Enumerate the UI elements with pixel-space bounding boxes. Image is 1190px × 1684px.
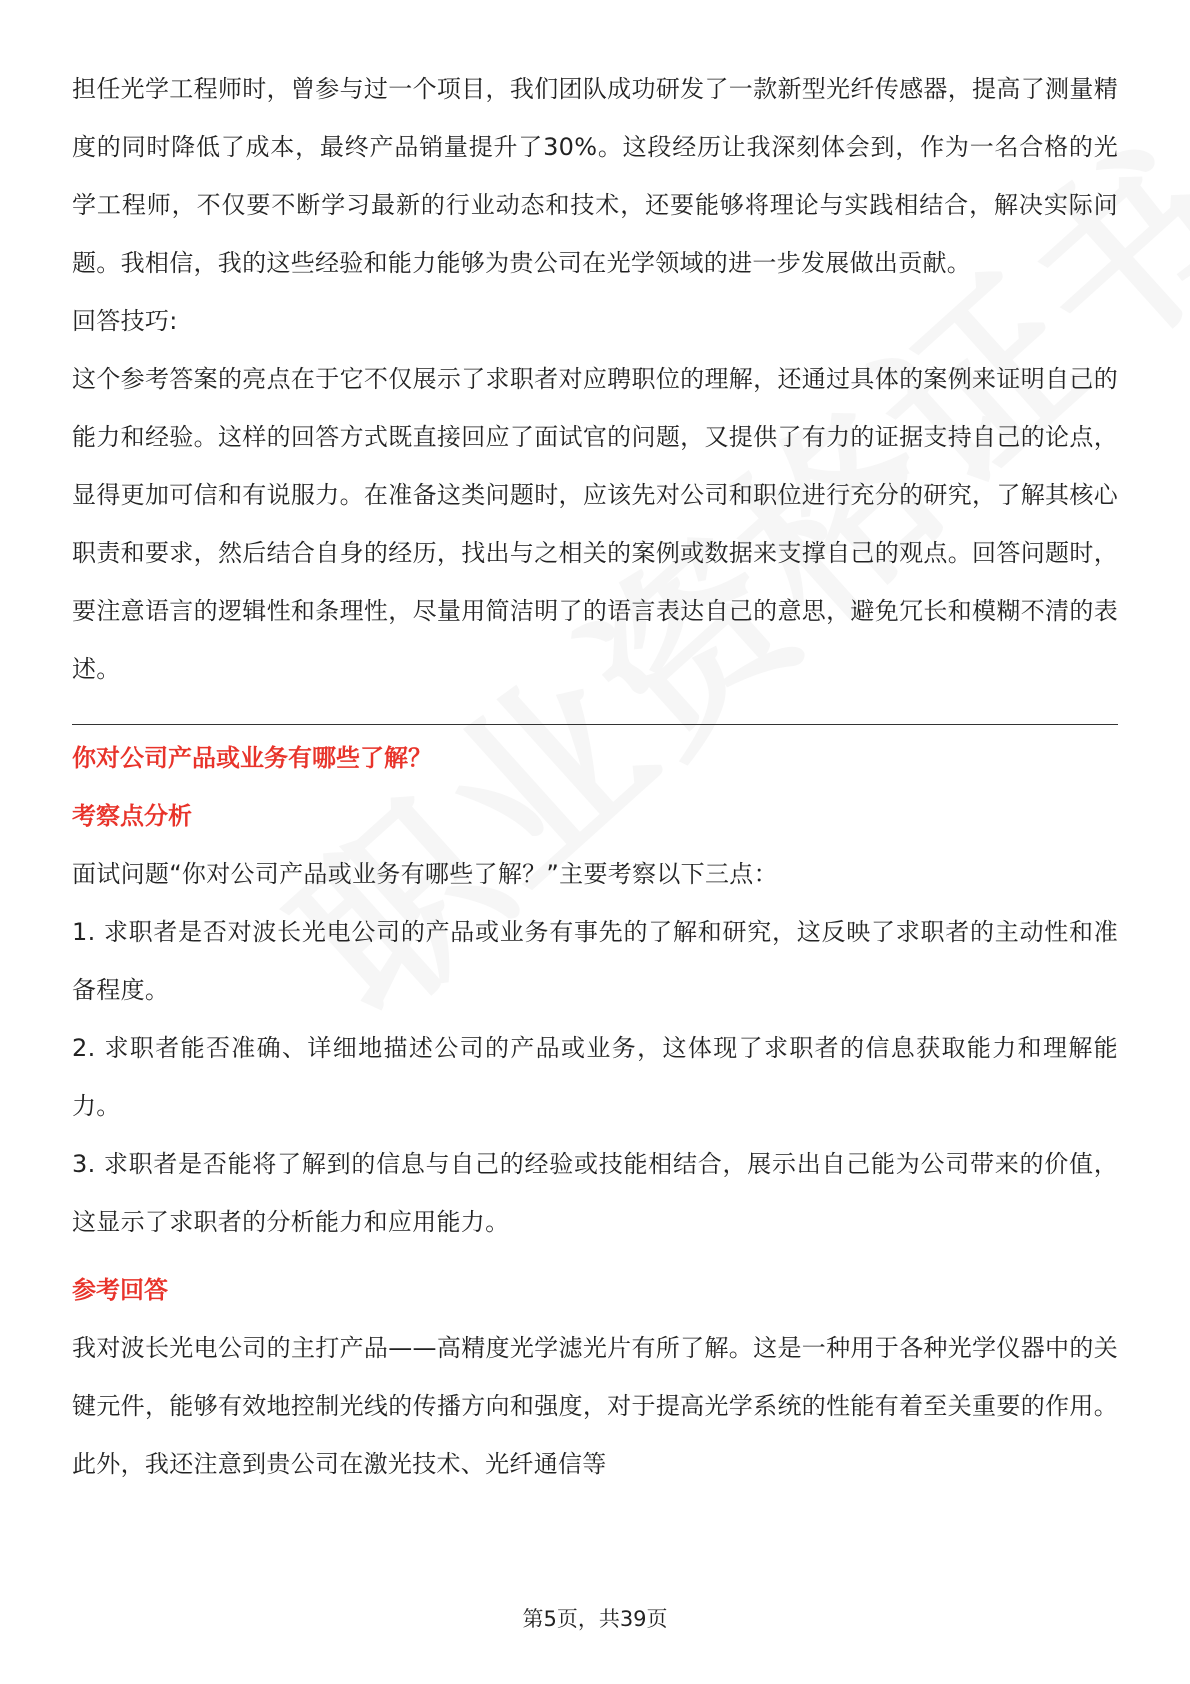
analysis-point-2: 2. 求职者能否准确、详细地描述公司的产品或业务，这体现了求职者的信息获取能力和理解能力。	[72, 1034, 1118, 1120]
page-number-footer: 第5页，共39页	[522, 1607, 668, 1631]
analysis-intro: 面试问题“你对公司产品或业务有哪些了解？”主要考察以下三点：	[72, 860, 778, 888]
reference-answer-heading: 参考回答	[72, 1276, 168, 1304]
answer-continuation-paragraph: 担任光学工程师时，曾参与过一个项目，我们团队成功研发了一款新型光纤传感器，提高了测量精度的同时降低了成本，最终产品销量提升了30%。这段经历让我深刻体会到，作为一名合格的光学工程师，不仅要不断学习最新的行业动态和技术，还要能够将理论与实践相结合，解决实际问题。我相信，我的这些经验和能力能够为贵公司在光学领域的进一步发展做出贡献。	[72, 75, 1118, 277]
analysis-heading: 考察点分析	[72, 802, 192, 830]
page-content	[72, 60, 1118, 1493]
analysis-point-3: 3. 求职者是否能将了解到的信息与自己的经验或技能相结合，展示出自己能为公司带来的价值，这显示了求职者的分析能力和应用能力。	[72, 1150, 1118, 1236]
reference-answer-paragraph: 我对波长光电公司的主打产品——高精度光学滤光片有所了解。这是一种用于各种光学仪器中的关键元件，能够有效地控制光线的传播方向和强度，对于提高光学系统的性能有着至关重要的作用。此外，我还注意到贵公司在激光技术、光纤通信等	[72, 1334, 1118, 1478]
tips-label: 回答技巧:	[72, 307, 178, 335]
section-divider	[72, 724, 1118, 725]
analysis-point-1: 1. 求职者是否对波长光电公司的产品或业务有事先的了解和研究，这反映了求职者的主动性和准备程度。	[72, 918, 1118, 1004]
tips-paragraph: 这个参考答案的亮点在于它不仅展示了求职者对应聘职位的理解，还通过具体的案例来证明自己的能力和经验。这样的回答方式既直接回应了面试官的问题，又提供了有力的证据支持自己的论点，显得更加可信和有说服力。在准备这类问题时，应该先对公司和职位进行充分的研究，了解其核心职责和要求，然后结合自身的经历，找出与之相关的案例或数据来支撑自己的观点。回答问题时，要注意语言的逻辑性和条理性，尽量用简洁明了的语言表达自己的意思，避免冗长和模糊不清的表述。	[72, 365, 1118, 683]
question-title: 你对公司产品或业务有哪些了解？	[72, 744, 432, 772]
